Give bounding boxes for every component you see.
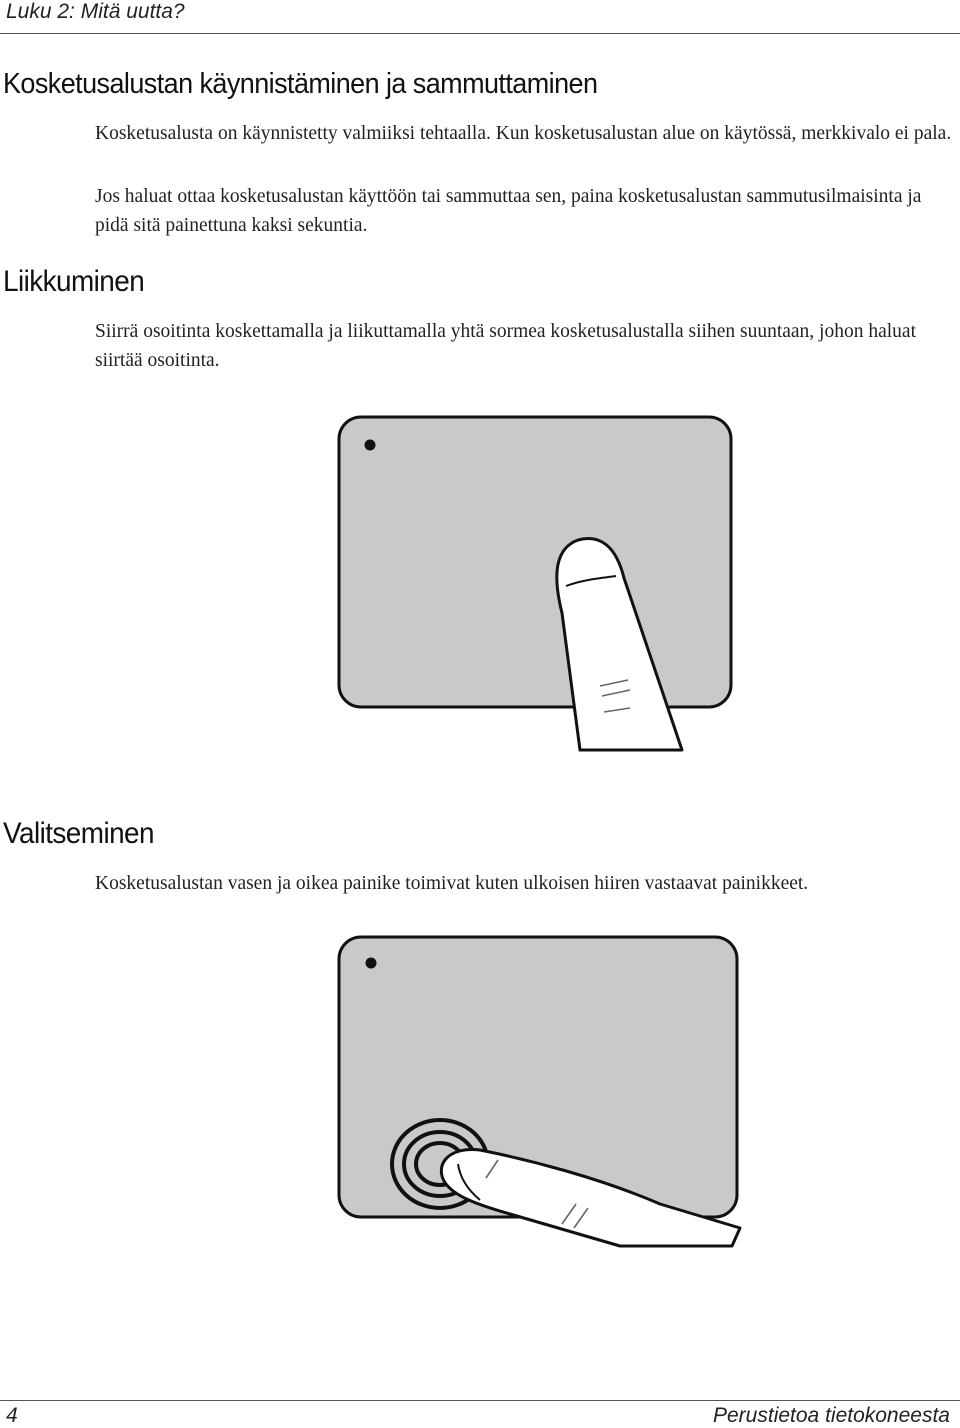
touchpad-move-illustration bbox=[330, 408, 750, 758]
touchpad-indicator-light bbox=[365, 440, 376, 451]
section-title-moving: Liikkuminen bbox=[3, 265, 145, 298]
running-head: Luku 2: Mitä uutta? bbox=[6, 0, 185, 23]
touchpad-tap-illustration bbox=[330, 928, 750, 1248]
paragraph-moving-1: Siirrä osoitinta koskettamalla ja liikuttamalla yhtä sormea kosketusalustalla siihen suuntaan, johon haluat siirtää osoitinta. bbox=[95, 321, 916, 371]
paragraph-onoff-1: Kosketusalusta on käynnistetty valmiiksi tehtaalla. Kun kosketusalustan alue on käytössä, merkkivalo ei pala. bbox=[95, 123, 952, 144]
paragraph-onoff-2: Jos haluat ottaa kosketusalustan käyttöön tai sammuttaa sen, paina kosketusalustan sammutusilmaisinta ja pidä sitä painettuna kaksi sekuntia. bbox=[95, 186, 922, 236]
book-title: Perustietoa tietokoneesta bbox=[713, 1404, 950, 1427]
header-rule bbox=[0, 33, 960, 34]
touchpad-indicator-light bbox=[366, 958, 377, 969]
section-title-selecting: Valitseminen bbox=[3, 817, 154, 850]
touchpad-surface bbox=[339, 417, 731, 707]
footer-rule bbox=[0, 1400, 960, 1401]
page-number: 4 bbox=[6, 1404, 18, 1427]
paragraph-selecting-1: Kosketusalustan vasen ja oikea painike toimivat kuten ulkoisen hiiren vastaavat painikkeet. bbox=[95, 873, 809, 894]
section-title-onoff: Kosketusalustan käynnistäminen ja sammuttaminen bbox=[3, 68, 598, 100]
